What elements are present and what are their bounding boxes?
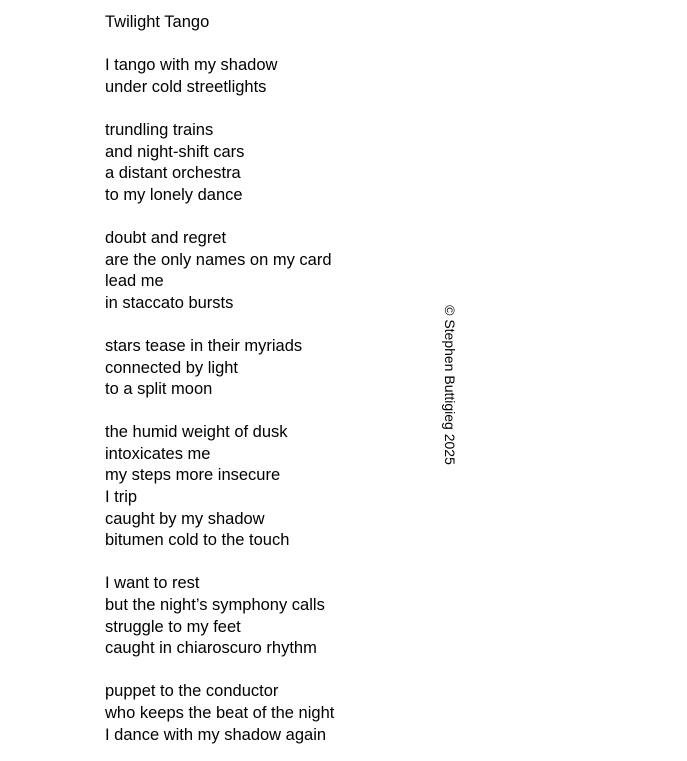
poem-line: caught in chiaroscuro rhythm <box>105 639 317 658</box>
stanza <box>105 120 425 206</box>
poem <box>105 12 425 746</box>
stanza <box>105 55 425 98</box>
poem-line: stars tease in their myriads <box>105 336 303 355</box>
poem-line: doubt and regret <box>105 228 227 247</box>
poem-line: lead me <box>105 272 164 291</box>
poem-line: to a split moon <box>105 380 213 399</box>
poem-title: Twilight Tango <box>105 13 210 31</box>
poem-line: I trip <box>105 488 138 507</box>
poem-line: in staccato bursts <box>105 293 234 312</box>
poem-line: my steps more insecure <box>105 466 281 485</box>
poem-line: trundling trains <box>105 120 214 139</box>
stanza <box>105 681 425 746</box>
poem-line: I want to rest <box>105 574 200 593</box>
poem-line: but the night’s symphony calls <box>105 596 325 615</box>
stanza <box>105 422 425 552</box>
stanza <box>105 336 425 401</box>
stanza <box>105 228 425 314</box>
poem-line: who keeps the beat of the night <box>105 704 335 722</box>
poem-line: the humid weight of dusk <box>105 423 288 442</box>
poem-line: struggle to my feet <box>105 617 241 636</box>
poem-line: bitumen cold to the touch <box>105 531 290 550</box>
poem-line: I tango with my shadow <box>105 56 278 75</box>
poem-line: I dance with my shadow again <box>105 725 327 744</box>
poem-line: intoxicates me <box>105 444 211 463</box>
stanza <box>105 573 425 659</box>
poem-line: connected by light <box>105 358 239 377</box>
copyright-notice: © Stephen Buttigieg 2025 <box>442 305 458 465</box>
poem-line: to my lonely dance <box>105 185 243 204</box>
poem-line: are the only names on my card <box>105 250 332 269</box>
poem-line: a distant orchestra <box>105 164 241 183</box>
poem-line: under cold streetlights <box>105 77 267 96</box>
poem-line: puppet to the conductor <box>105 682 279 701</box>
poem-line: and night-shift cars <box>105 142 245 161</box>
poem-line: caught by my shadow <box>105 509 265 528</box>
